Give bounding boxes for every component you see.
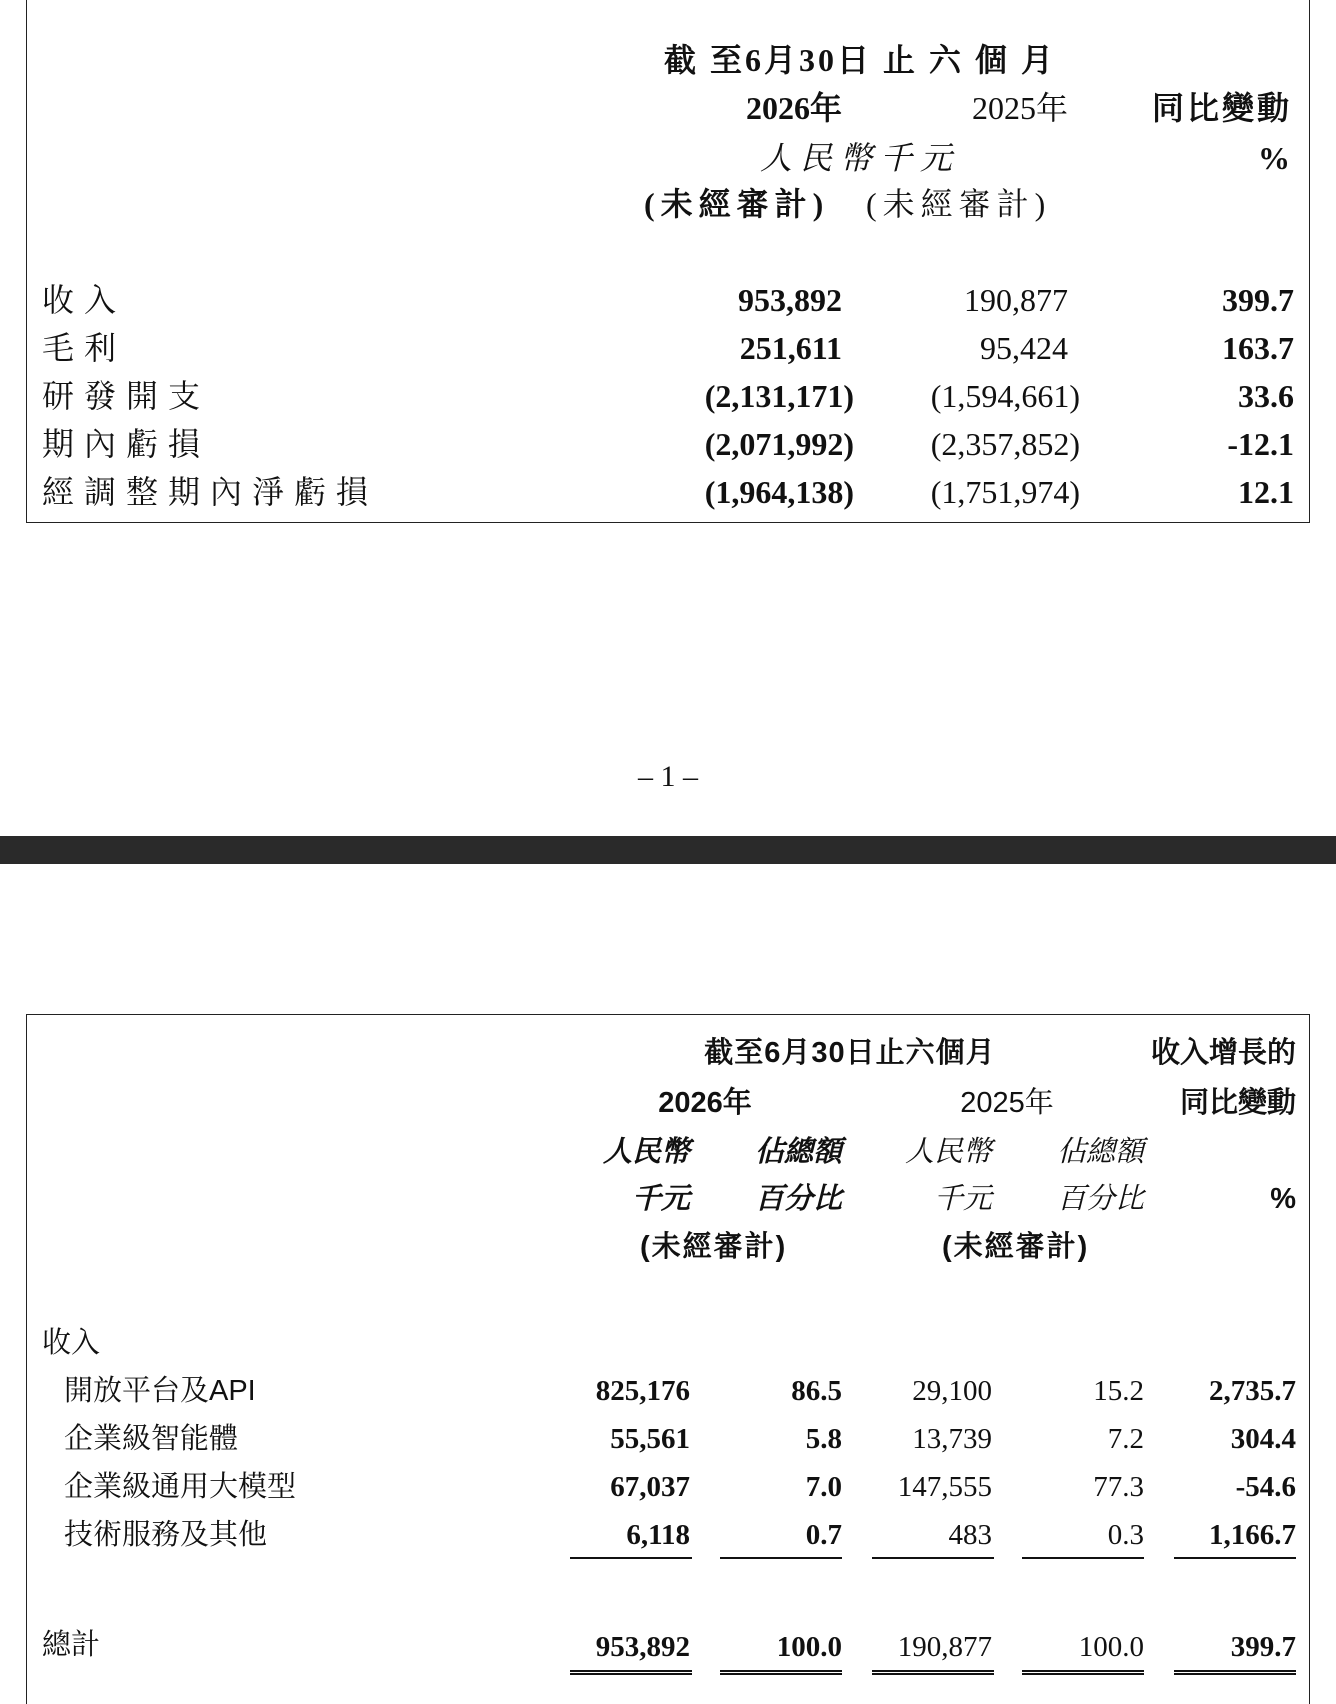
t2-row-label: 企業級通用大模型 [64,1471,297,1503]
t2-cell-2025: 29,100 [912,1375,992,1407]
t2-yoy-header-line2: 同比變動 [1179,1087,1296,1119]
t2-unaudited-2025: (未經審計) [942,1231,1090,1263]
t1-row-label: 經調整期內淨虧損 [42,474,379,510]
t2-share-2025: 佔總額 [1056,1136,1144,1168]
t1-unaudited-2025: (未經審計) [866,186,1052,222]
t1-row-label: 毛利 [42,330,127,366]
t2-cell-2025: 483 [948,1519,992,1551]
t2-section-label: 收入 [42,1327,101,1359]
t2-cell-share-2025: 100.0 [1078,1631,1144,1663]
t2-cell-share-2026: 100.0 [776,1631,842,1663]
t2-percent-2026: 百分比 [754,1183,842,1215]
subtotal-underline [1174,1557,1296,1559]
t1-year-2025: 2025年 [971,90,1068,126]
t2-cell-2025: 147,555 [897,1471,992,1503]
subtotal-underline [570,1557,692,1559]
subtotal-underline [872,1557,994,1559]
t2-cell-share-2025: 15.2 [1093,1375,1144,1407]
t2-cell-2025: 13,739 [912,1423,992,1455]
t1-cell-2026: (2,071,992) [704,426,854,462]
total-double-underline [1174,1670,1296,1675]
t1-yoy-header: 同比變動 [1151,90,1292,126]
t2-cell-2026: 55,561 [610,1423,690,1455]
t1-cell-yoy: 12.1 [1238,474,1294,510]
t2-cell-2025: 190,877 [897,1631,992,1663]
t2-period-header: 截至6月30日止六個月 [704,1037,996,1069]
t1-cell-2026: 953,892 [738,282,842,318]
t1-cell-2025: (2,357,852) [930,426,1080,462]
t1-cell-2025: (1,751,974) [930,474,1080,510]
t2-year-2026: 2026年 [658,1087,752,1119]
total-double-underline [720,1670,842,1675]
t1-row-label: 收入 [42,282,127,318]
t2-cell-share-2026: 0.7 [805,1519,842,1551]
t1-row-label: 研發開支 [42,378,211,414]
t2-cell-2026: 953,892 [595,1631,690,1663]
t1-cell-2026: (1,964,138) [704,474,854,510]
t2-unaudited-2026: (未經審計) [640,1231,788,1263]
t2-cell-yoy: 399.7 [1230,1631,1296,1663]
t2-row-label: 企業級智能體 [64,1423,239,1455]
t2-cell-yoy: -54.6 [1235,1471,1296,1503]
t2-row-label: 開放平台及API [64,1375,256,1407]
t1-cell-2025: 95,424 [980,330,1068,366]
subtotal-underline [1022,1557,1144,1559]
t2-total-label: 總計 [42,1629,101,1661]
total-double-underline [570,1670,692,1675]
t2-cell-yoy: 1,166.7 [1209,1519,1296,1551]
t1-cell-2026: 251,611 [739,330,842,366]
page-number: – 1 – [638,760,698,793]
t2-thousand-2025: 千元 [933,1183,992,1215]
t2-cell-share-2026: 7.0 [805,1471,842,1503]
t2-pct-header: % [1270,1183,1296,1215]
total-double-underline [1022,1670,1144,1675]
t1-row-label: 期內虧損 [42,426,211,462]
t2-cell-2026: 67,037 [610,1471,690,1503]
t1-cell-yoy: 163.7 [1222,330,1294,366]
page-separator [0,836,1336,864]
t2-share-2026: 佔總額 [754,1136,842,1168]
t1-cell-2025: 190,877 [964,282,1068,318]
t2-cell-yoy: 304.4 [1230,1423,1296,1455]
t1-unaudited-2026: (未經審計) [644,186,830,222]
t2-cell-share-2025: 7.2 [1107,1423,1144,1455]
t2-cell-yoy: 2,735.7 [1209,1375,1296,1407]
t2-cell-share-2025: 0.3 [1107,1519,1144,1551]
t1-cell-2026: (2,131,171) [704,378,854,414]
t2-percent-2025: 百分比 [1056,1183,1144,1215]
t1-period-header: 截 至6月30日 止 六 個 月 [663,42,1056,78]
t1-cell-yoy: 33.6 [1238,378,1294,414]
t1-pct-header: % [1258,140,1290,176]
t1-cell-yoy: -12.1 [1227,426,1294,462]
t1-unit: 人民幣千元 [759,140,960,176]
t2-thousand-2026: 千元 [631,1183,690,1215]
t2-cell-2026: 825,176 [595,1375,690,1407]
t2-yoy-header-line1: 收入增長的 [1150,1037,1296,1069]
t1-cell-yoy: 399.7 [1222,282,1294,318]
t2-cell-share-2026: 5.8 [805,1423,842,1455]
t2-rmb-2025: 人民幣 [904,1136,992,1168]
t2-rmb-2026: 人民幣 [602,1136,690,1168]
t1-year-2026: 2026年 [745,90,842,126]
t1-cell-2025: (1,594,661) [930,378,1080,414]
t2-cell-share-2025: 77.3 [1093,1471,1144,1503]
t2-cell-share-2026: 86.5 [791,1375,842,1407]
t2-year-2025: 2025年 [960,1087,1054,1119]
total-double-underline [872,1670,994,1675]
t2-cell-2026: 6,118 [626,1519,690,1551]
subtotal-underline [720,1557,842,1559]
t2-row-label: 技術服務及其他 [64,1519,268,1551]
